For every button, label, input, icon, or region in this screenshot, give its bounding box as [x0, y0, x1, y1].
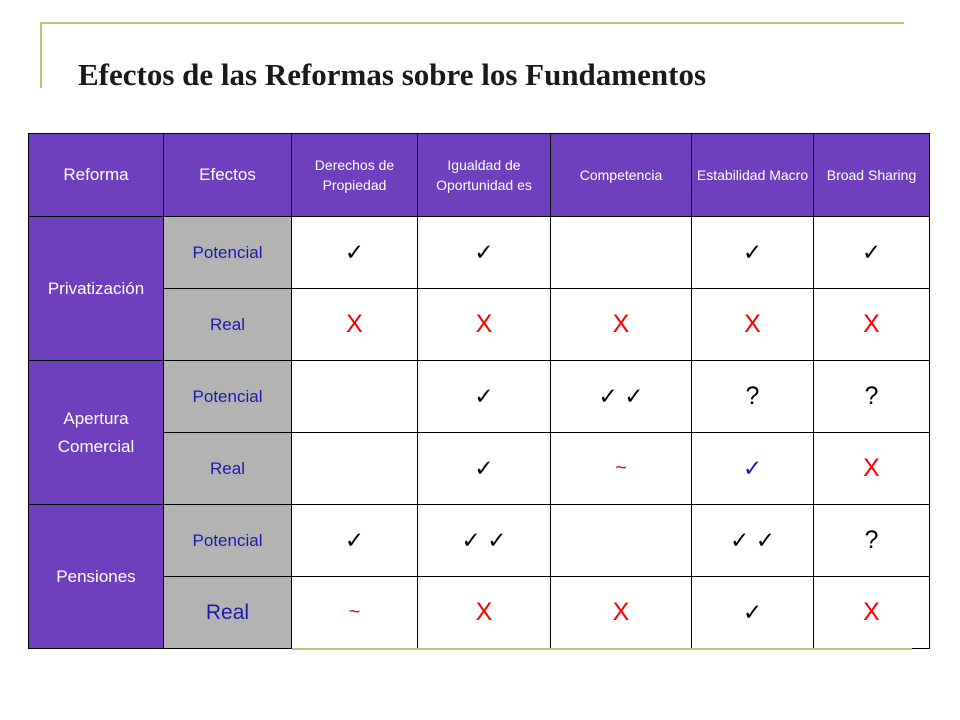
reform-effects-table: [28, 133, 930, 649]
decorative-bottom-line: [292, 648, 912, 650]
cross-icon: X: [551, 577, 692, 649]
effect-label: Potencial: [164, 361, 292, 433]
double-check-icon: ✓ ✓: [692, 505, 814, 577]
empty-cell: [551, 505, 692, 577]
table-row: [29, 361, 930, 433]
cross-icon: X: [418, 577, 551, 649]
table-row: [29, 577, 930, 649]
question-mark: ?: [814, 505, 930, 577]
check-icon: ✓: [692, 433, 814, 505]
cross-icon: X: [292, 289, 418, 361]
reform-pensiones: Pensiones: [29, 505, 164, 649]
double-check-icon: ✓ ✓: [551, 361, 692, 433]
empty-cell: [292, 433, 418, 505]
header-row: [29, 134, 930, 217]
empty-cell: [292, 361, 418, 433]
effect-label: Real: [164, 433, 292, 505]
reform-privatizacion: Privatización: [29, 217, 164, 361]
question-mark: ?: [692, 361, 814, 433]
decorative-left-line: [40, 22, 42, 88]
header-derechos-propiedad: Derechos de Propiedad: [292, 134, 418, 217]
header-broad-sharing: Broad Sharing: [814, 134, 930, 217]
cross-icon: X: [418, 289, 551, 361]
cross-icon: X: [814, 577, 930, 649]
table-row: [29, 289, 930, 361]
check-icon: ✓: [418, 433, 551, 505]
effect-label: Potencial: [164, 217, 292, 289]
check-icon: ✓: [292, 505, 418, 577]
cross-icon: X: [551, 289, 692, 361]
header-efectos: Efectos: [164, 134, 292, 217]
reform-apertura-comercial: Apertura Comercial: [29, 361, 164, 505]
table-row: [29, 433, 930, 505]
header-igualdad-oportunidades: Igualdad de Oportunidad es: [418, 134, 551, 217]
decorative-top-line: [40, 22, 904, 24]
table-row: [29, 217, 930, 289]
header-reforma: Reforma: [29, 134, 164, 217]
slide-title: Efectos de las Reformas sobre los Fundamentos: [78, 57, 707, 92]
check-icon: ✓: [292, 217, 418, 289]
effect-label: Potencial: [164, 505, 292, 577]
double-check-icon: ✓ ✓: [418, 505, 551, 577]
check-icon: ✓: [418, 361, 551, 433]
table-row: [29, 505, 930, 577]
header-estabilidad-macro: Estabilidad Macro: [692, 134, 814, 217]
effect-label: Real: [164, 577, 292, 649]
check-icon: ✓: [692, 217, 814, 289]
check-icon: ✓: [814, 217, 930, 289]
check-icon: ✓: [418, 217, 551, 289]
empty-cell: [551, 217, 692, 289]
tilde-mark: ~: [292, 577, 418, 649]
cross-icon: X: [692, 289, 814, 361]
cross-icon: X: [814, 433, 930, 505]
check-icon: ✓: [692, 577, 814, 649]
tilde-mark: ~: [551, 433, 692, 505]
header-competencia: Competencia: [551, 134, 692, 217]
effect-label: Real: [164, 289, 292, 361]
question-mark: ?: [814, 361, 930, 433]
cross-icon: X: [814, 289, 930, 361]
